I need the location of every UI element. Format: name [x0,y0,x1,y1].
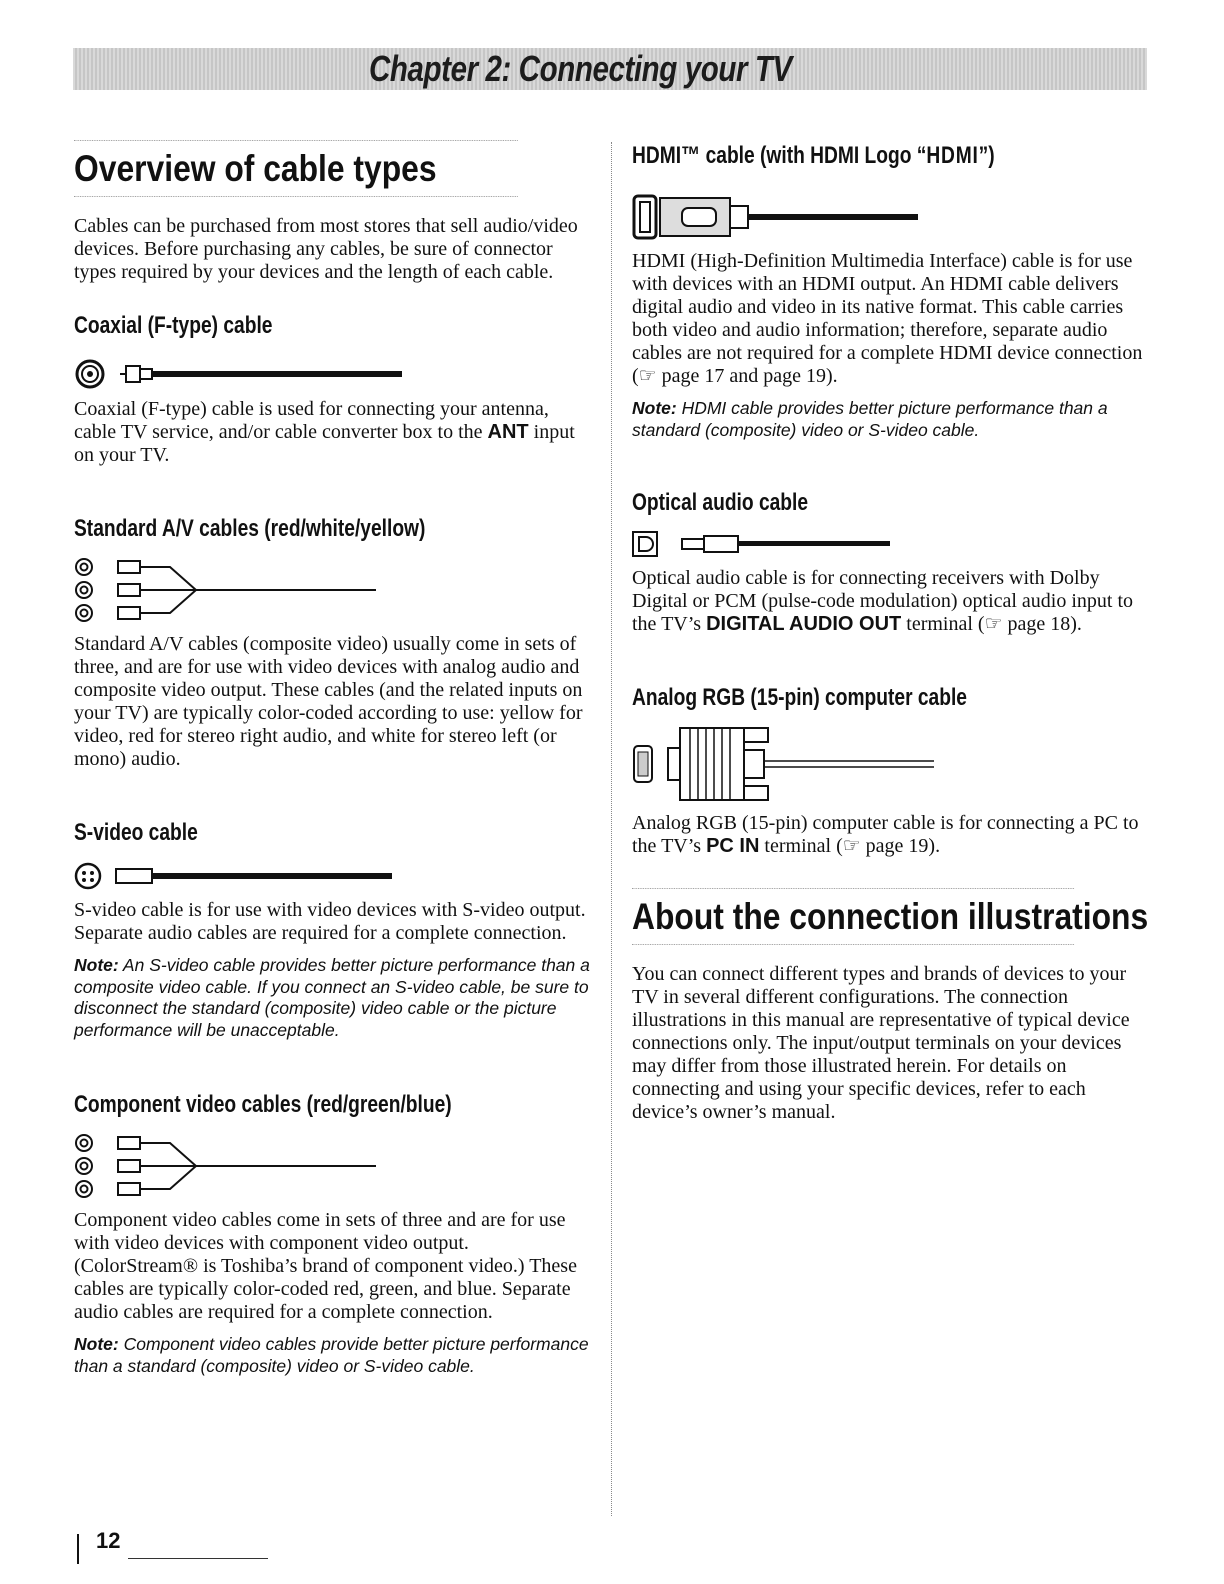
svideo-note: Note: An S-video cable provides better picture performance than a composite video cable. If you connect an S-video cable, be sure to disconnect the standard (composite) video cable or the picture performance will be unacceptable. [74,955,590,1040]
optical-cable-icon [632,529,912,561]
component-heading: Component video cables (red/green/blue) [74,1091,452,1118]
footer-rule [128,1558,268,1559]
standard-av-heading: Standard A/V cables (red/white/yellow) [74,515,426,542]
hdmi-note: Note: HDMI cable provides better picture performance than a standard (composite) video or S-video cable. [632,398,1108,440]
optical-text: Optical audio cable is for connecting receivers with Dolby Digital or PCM (pulse-code modulation) optical audio input to the TV’s DIGITAL AUDIO OUT terminal (☞ page 18). [632,567,1134,635]
rgb-text: Analog RGB (15-pin) computer cable is for connecting a PC to the TV’s PC IN terminal (☞ page 19). [632,812,1139,857]
coaxial-text: Coaxial (F-type) cable is used for connecting your antenna, cable TV service, and/or cable converter box to the ANT input on your TV. [74,398,575,466]
page-number: 12 [96,1528,121,1553]
chapter-title: Chapter 2: Connecting your TV [369,48,792,89]
about-heading: About the connection illustrations [632,888,1074,945]
component-cable-icon [74,1131,394,1203]
hdmi-text: HDMI (High-Definition Multimedia Interface) cable is for use with devices with an HDMI output. An HDMI cable delivers digital audio and video in its native format. This cable carries both video and audio information; therefore, separate audio cables are not required for a complete HDMI device connection (☞ page 17 and page 19). [632,250,1143,387]
right-column [632,140,1149,1124]
optical-heading: Optical audio cable [632,489,809,516]
page-number-bar [77,1534,79,1564]
coaxial-heading: Coaxial (F-type) cable [74,312,273,339]
standard-av-text: Standard A/V cables (composite video) usually come in sets of three, and are for use with video devices with analog audio and composite video output. These cables (and the related inputs on your TV) are typically color-coded according to use: yellow for video, red for stereo right audio, and white for stereo left (or mono) audio. [74,633,583,770]
rgb-cable-icon [632,724,952,806]
rgb-heading: Analog RGB (15-pin) computer cable [632,684,967,711]
left-column [74,140,590,1377]
component-text: Component video cables come in sets of three and are for use with video devices with component video output. (ColorStream® is Toshiba’s brand of component video.) These cables are typically color-coded red, green, and blue. Separate audio cables are required for a complete connection. [74,1209,577,1323]
overview-heading: Overview of cable types [74,140,518,197]
hdmi-heading: HDMI™ cable (with HDMI Logo “HDMI”) [632,142,995,169]
coaxial-cable-icon [74,352,414,392]
column-divider [611,142,612,1516]
about-text: You can connect different types and brands of devices to your TV in several different configurations. The connection illustrations in this manual are representative of typical device connections only. The input/output terminals on your devices may differ from those illustrated herein. For details on connecting and using your specific devices, refer to each device’s owner’s manual. [632,963,1130,1123]
svideo-cable-icon [74,859,404,893]
overview-intro: Cables can be purchased from most stores that sell audio/video devices. Before purchasing any cables, be sure of connector types required by your devices and the length of each cable. [74,215,578,283]
hdmi-logo: HDMI [926,142,979,169]
hdmi-cable-icon [632,190,932,244]
standard-av-cable-icon [74,555,394,627]
svideo-heading: S-video cable [74,819,198,846]
svideo-text: S-video cable is for use with video devices with S-video output. Separate audio cables are required for a complete connection. [74,899,586,944]
chapter-banner [73,48,1147,90]
component-note: Note: Component video cables provide better picture performance than a standard (composite) video or S-video cable. [74,1334,589,1376]
